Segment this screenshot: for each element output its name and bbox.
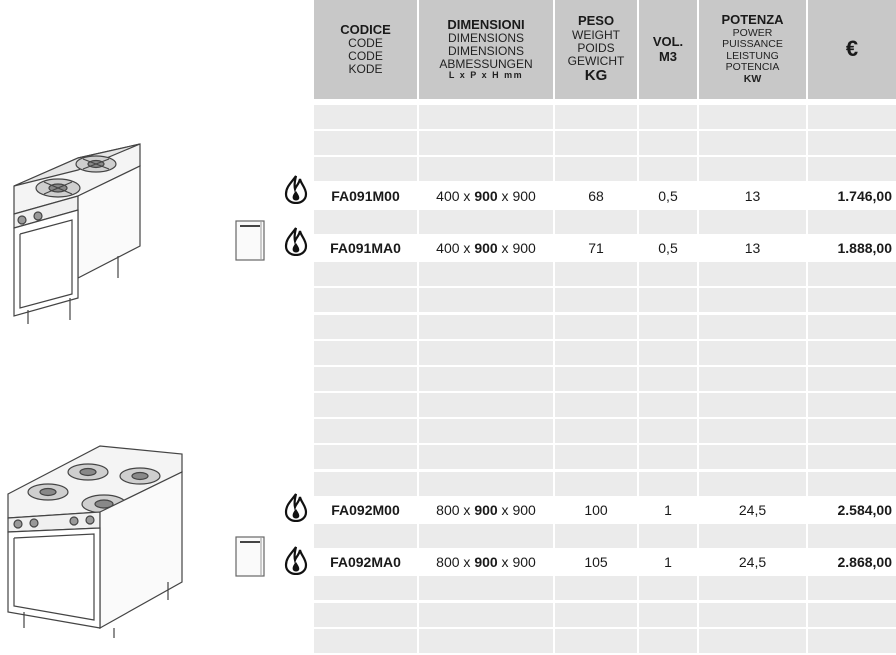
- header-codice-fr: CODE: [348, 49, 383, 64]
- empty-row: [314, 629, 896, 653]
- empty-cell: [639, 629, 699, 653]
- empty-row: [314, 341, 896, 365]
- empty-cell: [555, 315, 639, 339]
- empty-cell: [555, 262, 639, 286]
- product-volume: 1: [639, 498, 699, 522]
- product-volume: 1: [639, 550, 699, 574]
- empty-cell: [314, 288, 419, 312]
- four-burner-stove-illustration: [4, 432, 188, 640]
- empty-cell: [808, 629, 896, 653]
- header-potenza-unit: KW: [743, 72, 762, 85]
- empty-row: [314, 393, 896, 417]
- header-potenza-de: LEISTUNG: [726, 49, 779, 62]
- empty-cell: [314, 419, 419, 443]
- empty-cell: [314, 367, 419, 391]
- header-dimensioni-en: DIMENSIONS: [447, 30, 524, 45]
- empty-row: [314, 288, 896, 312]
- product-power: 13: [699, 184, 808, 208]
- dimension-height: x 900: [497, 501, 536, 518]
- product-code: FA092MA0: [314, 550, 419, 574]
- empty-cell: [699, 393, 808, 417]
- empty-cell: [314, 315, 419, 339]
- empty-cell: [699, 576, 808, 600]
- empty-cell: [699, 157, 808, 181]
- header-codice-en: CODE: [348, 35, 383, 50]
- empty-cell: [699, 210, 808, 234]
- header-dimensioni-title: DIMENSIONI: [447, 16, 525, 32]
- empty-cell: [808, 419, 896, 443]
- product-code: FA091MA0: [314, 236, 419, 260]
- header-peso-de: GEWICHT: [567, 53, 625, 68]
- empty-cell: [314, 472, 419, 496]
- empty-cell: [555, 131, 639, 155]
- header-price: [808, 0, 896, 99]
- empty-cell: [639, 524, 699, 548]
- empty-cell: [419, 288, 555, 312]
- empty-cell: [808, 576, 896, 600]
- header-peso-en: WEIGHT: [572, 27, 620, 42]
- empty-cell: [314, 262, 419, 286]
- empty-cell: [419, 341, 555, 365]
- dimension-height: x 900: [497, 187, 536, 204]
- header-dimensioni-de: ABMESSUNGEN: [439, 57, 533, 72]
- empty-cell: [639, 157, 699, 181]
- header-potenza: [699, 0, 808, 99]
- dimension-width: 800 x: [436, 501, 475, 518]
- empty-cell: [808, 524, 896, 548]
- header-dimensioni-unit: L x P x H mm: [448, 70, 524, 81]
- header-dimensioni-fr: DIMENSIONS: [447, 44, 524, 59]
- empty-cell: [808, 341, 896, 365]
- empty-cell: [555, 576, 639, 600]
- product-weight: 105: [555, 550, 639, 574]
- empty-cell: [314, 341, 419, 365]
- empty-cell: [419, 262, 555, 286]
- empty-cell: [555, 445, 639, 469]
- header-peso-title: PESO: [577, 13, 615, 29]
- empty-cell: [419, 393, 555, 417]
- product-power: 13: [699, 236, 808, 260]
- product-dimensions: [419, 184, 555, 208]
- empty-cell: [639, 341, 699, 365]
- empty-row: [314, 603, 896, 627]
- product-volume: 0,5: [639, 184, 699, 208]
- header-codice-title: CODICE: [340, 21, 391, 37]
- empty-cell: [555, 629, 639, 653]
- empty-cell: [419, 472, 555, 496]
- empty-cell: [555, 603, 639, 627]
- product-price: 2.584,00: [808, 498, 896, 522]
- empty-cell: [699, 445, 808, 469]
- empty-cell: [419, 210, 555, 234]
- empty-cell: [808, 393, 896, 417]
- empty-cell: [555, 341, 639, 365]
- empty-cell: [639, 105, 699, 129]
- empty-cell: [314, 131, 419, 155]
- empty-cell: [419, 419, 555, 443]
- dimension-depth: 900: [474, 554, 498, 571]
- empty-cell: [639, 419, 699, 443]
- header-peso: [555, 0, 639, 99]
- empty-row: [314, 472, 896, 496]
- empty-cell: [639, 472, 699, 496]
- empty-cell: [808, 262, 896, 286]
- empty-row: [314, 419, 896, 443]
- product-price: 1.746,00: [808, 184, 896, 208]
- empty-cell: [419, 131, 555, 155]
- empty-cell: [808, 472, 896, 496]
- gas-flame-icon: [283, 226, 309, 256]
- empty-row: [314, 367, 896, 391]
- empty-cell: [808, 367, 896, 391]
- cabinet-door-icon: [234, 534, 266, 578]
- table-row: [314, 184, 896, 208]
- gas-flame-icon: [283, 174, 309, 204]
- empty-cell: [808, 603, 896, 627]
- product-dimensions: [419, 236, 555, 260]
- header-codice: [314, 0, 419, 99]
- header-potenza-fr: PUISSANCE: [722, 38, 783, 51]
- empty-cell: [808, 157, 896, 181]
- product-dimensions: [419, 550, 555, 574]
- empty-cell: [639, 210, 699, 234]
- empty-cell: [555, 393, 639, 417]
- header-peso-fr: POIDS: [577, 40, 615, 55]
- two-burner-stove-illustration: [8, 130, 148, 326]
- product-dimensions: [419, 498, 555, 522]
- empty-cell: [808, 288, 896, 312]
- empty-cell: [639, 445, 699, 469]
- empty-cell: [639, 576, 699, 600]
- empty-cell: [555, 367, 639, 391]
- empty-cell: [808, 315, 896, 339]
- dimension-height: x 900: [497, 554, 536, 571]
- empty-cell: [639, 393, 699, 417]
- empty-cell: [808, 105, 896, 129]
- product-volume: 0,5: [639, 236, 699, 260]
- empty-cell: [555, 105, 639, 129]
- empty-cell: [639, 262, 699, 286]
- empty-cell: [699, 262, 808, 286]
- product-power: 24,5: [699, 550, 808, 574]
- table-header: [314, 0, 896, 99]
- header-potenza-title: POTENZA: [721, 12, 784, 28]
- empty-cell: [314, 524, 419, 548]
- empty-cell: [699, 367, 808, 391]
- header-vol-title: VOL.: [652, 34, 684, 50]
- table-body: [314, 105, 896, 655]
- table-row: [314, 498, 896, 522]
- product-price: 1.888,00: [808, 236, 896, 260]
- empty-cell: [699, 524, 808, 548]
- empty-row: [314, 157, 896, 181]
- empty-row: [314, 210, 896, 234]
- empty-cell: [639, 315, 699, 339]
- empty-cell: [639, 603, 699, 627]
- empty-cell: [699, 131, 808, 155]
- product-illustrations: [0, 0, 314, 654]
- product-weight: 100: [555, 498, 639, 522]
- gas-flame-icon: [283, 545, 309, 575]
- empty-cell: [419, 445, 555, 469]
- empty-cell: [699, 288, 808, 312]
- empty-cell: [555, 524, 639, 548]
- empty-cell: [314, 576, 419, 600]
- empty-cell: [419, 315, 555, 339]
- empty-cell: [555, 157, 639, 181]
- empty-row: [314, 524, 896, 548]
- table-row: [314, 236, 896, 260]
- empty-cell: [314, 393, 419, 417]
- empty-row: [314, 262, 896, 286]
- product-price: 2.868,00: [808, 550, 896, 574]
- empty-row: [314, 315, 896, 339]
- empty-cell: [419, 629, 555, 653]
- header-codice-de: KODE: [348, 62, 383, 77]
- empty-cell: [419, 576, 555, 600]
- empty-cell: [808, 131, 896, 155]
- product-code: FA091M00: [314, 184, 419, 208]
- empty-row: [314, 576, 896, 600]
- empty-cell: [555, 419, 639, 443]
- empty-row: [314, 445, 896, 469]
- dimension-depth: 900: [474, 239, 498, 256]
- empty-cell: [699, 472, 808, 496]
- empty-row: [314, 131, 896, 155]
- product-power: 24,5: [699, 498, 808, 522]
- dimension-width: 400 x: [436, 239, 475, 256]
- empty-cell: [555, 472, 639, 496]
- dimension-height: x 900: [497, 239, 536, 256]
- empty-cell: [699, 105, 808, 129]
- empty-cell: [639, 288, 699, 312]
- empty-cell: [314, 629, 419, 653]
- product-weight: 71: [555, 236, 639, 260]
- product-code: FA092M00: [314, 498, 419, 522]
- dimension-width: 800 x: [436, 554, 475, 571]
- gas-flame-icon: [283, 492, 309, 522]
- empty-cell: [639, 131, 699, 155]
- empty-cell: [419, 367, 555, 391]
- header-vol-unit: M3: [658, 48, 678, 64]
- empty-cell: [699, 419, 808, 443]
- empty-cell: [314, 603, 419, 627]
- empty-row: [314, 105, 896, 129]
- table-row: [314, 550, 896, 574]
- empty-cell: [314, 210, 419, 234]
- header-potenza-es: POTENCIA: [725, 61, 780, 74]
- price-table: [314, 0, 896, 654]
- empty-cell: [555, 288, 639, 312]
- empty-cell: [555, 210, 639, 234]
- empty-cell: [419, 524, 555, 548]
- dimension-width: 400 x: [436, 187, 475, 204]
- header-peso-unit: KG: [584, 67, 608, 85]
- empty-cell: [699, 341, 808, 365]
- product-weight: 68: [555, 184, 639, 208]
- header-price-euro: €: [845, 36, 859, 62]
- empty-cell: [314, 445, 419, 469]
- empty-cell: [699, 315, 808, 339]
- empty-cell: [419, 603, 555, 627]
- empty-cell: [639, 367, 699, 391]
- header-dimensioni: [419, 0, 555, 99]
- header-vol: [639, 0, 699, 99]
- empty-cell: [419, 157, 555, 181]
- empty-cell: [699, 629, 808, 653]
- empty-cell: [314, 105, 419, 129]
- header-potenza-en: POWER: [732, 26, 773, 39]
- dimension-depth: 900: [474, 501, 498, 518]
- dimension-depth: 900: [474, 187, 498, 204]
- empty-cell: [314, 157, 419, 181]
- empty-cell: [419, 105, 555, 129]
- empty-cell: [699, 603, 808, 627]
- cabinet-door-icon: [234, 218, 266, 262]
- empty-cell: [808, 210, 896, 234]
- empty-cell: [808, 445, 896, 469]
